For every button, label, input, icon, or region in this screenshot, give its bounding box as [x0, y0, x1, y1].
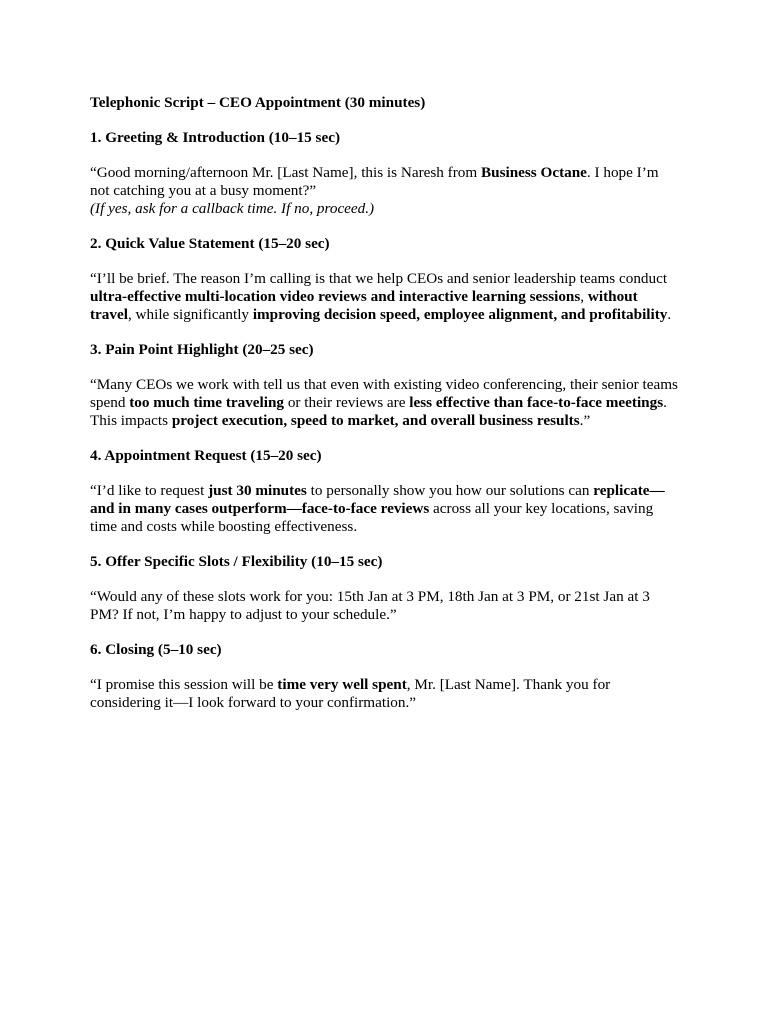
text-run: , Mr. [Last Name]. Thank you for considering it—I look forward to your confirmation.”: [90, 676, 611, 711]
script-paragraph: [90, 482, 678, 536]
document-title: Telephonic Script – CEO Appointment (30 minutes): [90, 94, 426, 111]
script-sections: [90, 129, 678, 712]
text-run: .: [667, 306, 672, 323]
text-run: . I hope I’m not catching you at a busy moment?”: [90, 164, 659, 199]
section-heading: 6. Closing (5–10 sec): [90, 641, 222, 658]
text-run: “Good morning/afternoon Mr. [Last Name], this is Naresh from: [90, 164, 481, 181]
text-run: ,: [580, 288, 588, 305]
bold-text-run: without travel: [90, 288, 638, 323]
bold-text-run: too much time traveling: [129, 394, 285, 411]
section-body: [90, 270, 678, 324]
section-body: [90, 164, 678, 218]
bold-text-run: replicate—and in many cases outperform—face-to-face reviews: [90, 482, 665, 517]
bold-text-run: just 30 minutes: [208, 482, 307, 499]
text-run: , while significantly: [127, 306, 253, 323]
bold-text-run: improving decision speed, employee alignment, and profitability: [252, 306, 668, 323]
section-body: [90, 482, 678, 536]
text-run: “I promise this session will be: [90, 676, 278, 693]
text-run: . This impacts: [90, 394, 667, 429]
section-body: [90, 376, 678, 430]
bold-text-run: time very well spent: [277, 676, 407, 693]
section-body: [90, 676, 678, 712]
bold-text-run: less effective than face-to-face meetings: [409, 394, 664, 411]
text-run: “Many CEOs we work with tell us that even with existing video conferencing, their senior teams spend: [90, 376, 678, 411]
text-run: to personally show you how our solutions can: [306, 482, 594, 499]
script-paragraph: [90, 270, 678, 324]
text-run: across all your key locations, saving time and costs while boosting effectiveness.: [90, 500, 654, 535]
section-heading: 5. Offer Specific Slots / Flexibility (10–15 sec): [90, 553, 383, 570]
text-run: or their reviews are: [284, 394, 410, 411]
section-heading: 3. Pain Point Highlight (20–25 sec): [90, 341, 314, 358]
section-heading: 1. Greeting & Introduction (10–15 sec): [90, 129, 341, 146]
italic-note: (If yes, ask for a callback time. If no, proceed.): [90, 200, 375, 217]
script-paragraph: [90, 200, 678, 218]
script-paragraph: [90, 164, 678, 200]
text-run: “I’d like to request: [90, 482, 209, 499]
text-run: .”: [579, 412, 591, 429]
script-paragraph: [90, 676, 678, 712]
bold-text-run: ultra-effective multi-location video reviews and interactive learning sessions: [90, 288, 581, 305]
text-run: “I’ll be brief. The reason I’m calling is that we help CEOs and senior leadership teams conduct: [90, 270, 668, 287]
section-heading: 2. Quick Value Statement (15–20 sec): [90, 235, 330, 252]
script-paragraph: [90, 376, 678, 430]
script-paragraph: [90, 588, 678, 624]
bold-text-run: Business Octane: [481, 164, 587, 181]
section-heading: 4. Appointment Request (15–20 sec): [90, 447, 322, 464]
bold-text-run: project execution, speed to market, and overall business results: [171, 412, 580, 429]
section-body: [90, 588, 678, 624]
text-run: “Would any of these slots work for you: 15th Jan at 3 PM, 18th Jan at 3 PM, or 21st Jan at 3 PM? If not, I’m happy to adjust to your schedule.”: [90, 588, 650, 623]
